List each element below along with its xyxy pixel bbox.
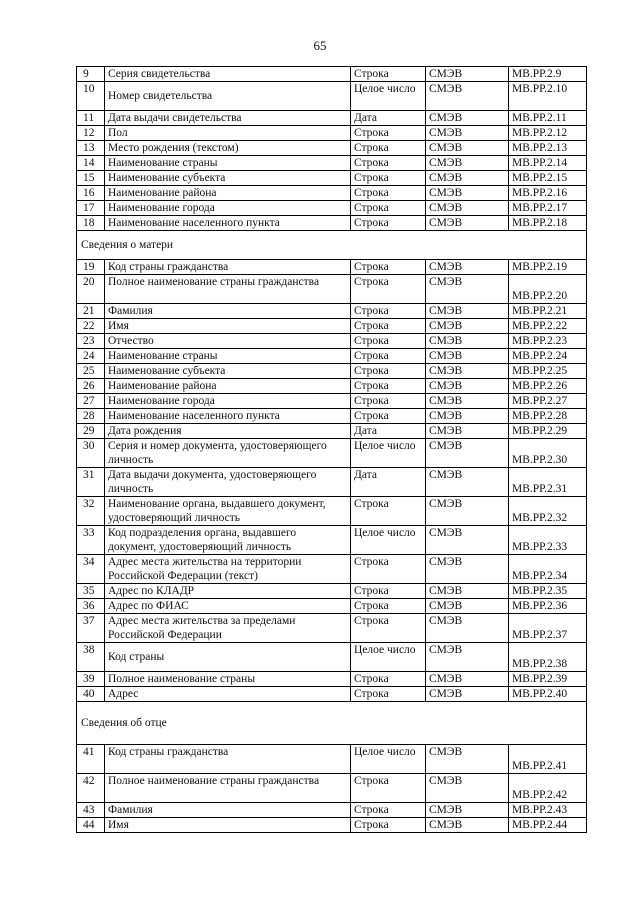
table-row bbox=[77, 319, 587, 334]
data-source: СМЭВ bbox=[426, 745, 509, 774]
table-row bbox=[77, 141, 587, 156]
data-type: Строка bbox=[351, 599, 426, 614]
attribute-code: МВ.РР.2.19 bbox=[509, 260, 587, 275]
table-row bbox=[77, 424, 587, 439]
attribute-code: МВ.РР.2.40 bbox=[509, 687, 587, 702]
data-source: СМЭВ bbox=[426, 156, 509, 171]
attribute-code: МВ.РР.2.42 bbox=[509, 774, 587, 803]
data-source: СМЭВ bbox=[426, 216, 509, 231]
attribute-name: Пол bbox=[105, 126, 351, 141]
attribute-code: МВ.РР.2.32 bbox=[509, 497, 587, 526]
num: 37 bbox=[77, 614, 105, 643]
data-source: СМЭВ bbox=[426, 687, 509, 702]
attribute-code: МВ.РР.2.36 bbox=[509, 599, 587, 614]
attribute-name: Адрес места жительства за пределами Российской Федерации bbox=[105, 614, 351, 643]
num: 28 bbox=[77, 409, 105, 424]
attribute-code: МВ.РР.2.9 bbox=[509, 67, 587, 82]
num: 24 bbox=[77, 349, 105, 364]
table-row bbox=[77, 599, 587, 614]
data-type: Строка bbox=[351, 141, 426, 156]
num: 29 bbox=[77, 424, 105, 439]
data-type: Строка bbox=[351, 126, 426, 141]
data-type: Целое число bbox=[351, 439, 426, 468]
num: 35 bbox=[77, 584, 105, 599]
data-type: Строка bbox=[351, 304, 426, 319]
num: 31 bbox=[77, 468, 105, 497]
num: 10 bbox=[77, 82, 105, 111]
num: 44 bbox=[77, 818, 105, 833]
section-row bbox=[77, 702, 587, 745]
table-row bbox=[77, 497, 587, 526]
data-type: Строка bbox=[351, 334, 426, 349]
attribute-code: МВ.РР.2.37 bbox=[509, 614, 587, 643]
table-row bbox=[77, 643, 587, 672]
section-heading: Сведения об отце bbox=[77, 702, 587, 745]
data-source: СМЭВ bbox=[426, 111, 509, 126]
data-type: Строка bbox=[351, 409, 426, 424]
data-source: СМЭВ bbox=[426, 364, 509, 379]
data-type: Дата bbox=[351, 111, 426, 126]
num: 17 bbox=[77, 201, 105, 216]
data-type: Дата bbox=[351, 468, 426, 497]
data-source: СМЭВ bbox=[426, 439, 509, 468]
num: 33 bbox=[77, 526, 105, 555]
table-row bbox=[77, 216, 587, 231]
attribute-code: МВ.РР.2.21 bbox=[509, 304, 587, 319]
attribute-name: Наименование страны bbox=[105, 156, 351, 171]
data-type: Целое число bbox=[351, 82, 426, 111]
data-type: Строка bbox=[351, 275, 426, 304]
attribute-code: МВ.РР.2.29 bbox=[509, 424, 587, 439]
table-row bbox=[77, 82, 587, 111]
attribute-name: Полное наименование страны гражданства bbox=[105, 774, 351, 803]
attribute-code: МВ.РР.2.12 bbox=[509, 126, 587, 141]
attribute-name: Фамилия bbox=[105, 304, 351, 319]
table-row bbox=[77, 171, 587, 186]
attribute-code: МВ.РР.2.11 bbox=[509, 111, 587, 126]
attributes-table-body bbox=[77, 67, 587, 833]
table-row bbox=[77, 468, 587, 497]
num: 26 bbox=[77, 379, 105, 394]
data-type: Строка bbox=[351, 774, 426, 803]
attribute-code: МВ.РР.2.31 bbox=[509, 468, 587, 497]
data-source: СМЭВ bbox=[426, 643, 509, 672]
attribute-name: Имя bbox=[105, 319, 351, 334]
table-row bbox=[77, 334, 587, 349]
num: 12 bbox=[77, 126, 105, 141]
data-source: СМЭВ bbox=[426, 555, 509, 584]
attribute-name: Код страны bbox=[105, 643, 351, 672]
attribute-name: Наименование населенного пункта bbox=[105, 409, 351, 424]
attribute-name: Место рождения (текстом) bbox=[105, 141, 351, 156]
attribute-name: Адрес bbox=[105, 687, 351, 702]
data-type: Целое число bbox=[351, 526, 426, 555]
data-type: Строка bbox=[351, 803, 426, 818]
attribute-code: МВ.РР.2.25 bbox=[509, 364, 587, 379]
attribute-code: МВ.РР.2.24 bbox=[509, 349, 587, 364]
num: 41 bbox=[77, 745, 105, 774]
attribute-name: Наименование района bbox=[105, 186, 351, 201]
num: 9 bbox=[77, 67, 105, 82]
data-source: СМЭВ bbox=[426, 599, 509, 614]
table-row bbox=[77, 614, 587, 643]
table-row bbox=[77, 379, 587, 394]
attribute-name: Код страны гражданства bbox=[105, 745, 351, 774]
data-type: Строка bbox=[351, 186, 426, 201]
table-row bbox=[77, 304, 587, 319]
data-source: СМЭВ bbox=[426, 349, 509, 364]
attribute-code: МВ.РР.2.18 bbox=[509, 216, 587, 231]
num: 18 bbox=[77, 216, 105, 231]
attribute-code: МВ.РР.2.39 bbox=[509, 672, 587, 687]
attribute-code: МВ.РР.2.33 bbox=[509, 526, 587, 555]
num: 14 bbox=[77, 156, 105, 171]
data-source: СМЭВ bbox=[426, 201, 509, 216]
attribute-code: МВ.РР.2.43 bbox=[509, 803, 587, 818]
table-row bbox=[77, 156, 587, 171]
attribute-code: МВ.РР.2.14 bbox=[509, 156, 587, 171]
attribute-code: МВ.РР.2.41 bbox=[509, 745, 587, 774]
attribute-name: Наименование города bbox=[105, 394, 351, 409]
data-source: СМЭВ bbox=[426, 672, 509, 687]
table-row bbox=[77, 409, 587, 424]
attribute-name: Наименование района bbox=[105, 379, 351, 394]
attribute-code: МВ.РР.2.34 bbox=[509, 555, 587, 584]
data-type: Строка bbox=[351, 818, 426, 833]
data-source: СМЭВ bbox=[426, 126, 509, 141]
attribute-name: Наименование субъекта bbox=[105, 171, 351, 186]
data-type: Строка bbox=[351, 260, 426, 275]
attribute-name: Дата выдачи свидетельства bbox=[105, 111, 351, 126]
data-type: Строка bbox=[351, 201, 426, 216]
attribute-name: Код подразделения органа, выдавшего документ, удостоверяющий личность bbox=[105, 526, 351, 555]
table-row bbox=[77, 555, 587, 584]
num: 15 bbox=[77, 171, 105, 186]
num: 34 bbox=[77, 555, 105, 584]
data-type: Целое число bbox=[351, 643, 426, 672]
data-type: Строка bbox=[351, 319, 426, 334]
num: 38 bbox=[77, 643, 105, 672]
data-source: СМЭВ bbox=[426, 526, 509, 555]
table-row bbox=[77, 439, 587, 468]
data-source: СМЭВ bbox=[426, 394, 509, 409]
data-source: СМЭВ bbox=[426, 304, 509, 319]
attribute-code: МВ.РР.2.20 bbox=[509, 275, 587, 304]
section-row bbox=[77, 231, 587, 260]
num: 43 bbox=[77, 803, 105, 818]
attribute-name: Полное наименование страны гражданства bbox=[105, 275, 351, 304]
attribute-name: Наименование субъекта bbox=[105, 364, 351, 379]
data-type: Строка bbox=[351, 672, 426, 687]
data-type: Строка bbox=[351, 379, 426, 394]
attribute-code: МВ.РР.2.44 bbox=[509, 818, 587, 833]
attribute-code: МВ.РР.2.38 bbox=[509, 643, 587, 672]
num: 25 bbox=[77, 364, 105, 379]
num: 20 bbox=[77, 275, 105, 304]
table-row bbox=[77, 260, 587, 275]
data-type: Строка bbox=[351, 394, 426, 409]
num: 36 bbox=[77, 599, 105, 614]
attribute-name: Фамилия bbox=[105, 803, 351, 818]
num: 13 bbox=[77, 141, 105, 156]
data-source: СМЭВ bbox=[426, 171, 509, 186]
attribute-name: Полное наименование страны bbox=[105, 672, 351, 687]
attribute-name: Наименование органа, выдавшего документ, удостоверяющий личность bbox=[105, 497, 351, 526]
section-heading: Сведения о матери bbox=[77, 231, 587, 260]
table-row bbox=[77, 111, 587, 126]
table-row bbox=[77, 774, 587, 803]
table-row bbox=[77, 687, 587, 702]
attribute-code: МВ.РР.2.35 bbox=[509, 584, 587, 599]
table-row bbox=[77, 201, 587, 216]
data-source: СМЭВ bbox=[426, 584, 509, 599]
table-row bbox=[77, 745, 587, 774]
data-type: Строка bbox=[351, 497, 426, 526]
attribute-code: МВ.РР.2.23 bbox=[509, 334, 587, 349]
attribute-name: Дата выдачи документа, удостоверяющего личность bbox=[105, 468, 351, 497]
attribute-code: МВ.РР.2.26 bbox=[509, 379, 587, 394]
data-source: СМЭВ bbox=[426, 260, 509, 275]
data-source: СМЭВ bbox=[426, 379, 509, 394]
attribute-name: Адрес по КЛАДР bbox=[105, 584, 351, 599]
data-type: Строка bbox=[351, 614, 426, 643]
attribute-code: МВ.РР.2.10 bbox=[509, 82, 587, 111]
attribute-code: МВ.РР.2.22 bbox=[509, 319, 587, 334]
data-type: Строка bbox=[351, 364, 426, 379]
attribute-code: МВ.РР.2.17 bbox=[509, 201, 587, 216]
data-source: СМЭВ bbox=[426, 334, 509, 349]
attribute-code: МВ.РР.2.30 bbox=[509, 439, 587, 468]
table-row bbox=[77, 672, 587, 687]
data-source: СМЭВ bbox=[426, 497, 509, 526]
attribute-code: МВ.РР.2.13 bbox=[509, 141, 587, 156]
table-row bbox=[77, 275, 587, 304]
table-row bbox=[77, 126, 587, 141]
attribute-name: Код страны гражданства bbox=[105, 260, 351, 275]
attributes-table bbox=[76, 66, 587, 833]
attribute-name: Отчество bbox=[105, 334, 351, 349]
data-source: СМЭВ bbox=[426, 818, 509, 833]
table-row bbox=[77, 394, 587, 409]
attribute-name: Имя bbox=[105, 818, 351, 833]
attribute-code: МВ.РР.2.28 bbox=[509, 409, 587, 424]
table-row bbox=[77, 67, 587, 82]
attribute-name: Наименование города bbox=[105, 201, 351, 216]
data-source: СМЭВ bbox=[426, 82, 509, 111]
data-source: СМЭВ bbox=[426, 803, 509, 818]
data-source: СМЭВ bbox=[426, 141, 509, 156]
data-source: СМЭВ bbox=[426, 319, 509, 334]
data-source: СМЭВ bbox=[426, 67, 509, 82]
attribute-name: Серия свидетельства bbox=[105, 67, 351, 82]
data-type: Целое число bbox=[351, 745, 426, 774]
data-source: СМЭВ bbox=[426, 468, 509, 497]
data-type: Строка bbox=[351, 156, 426, 171]
num: 21 bbox=[77, 304, 105, 319]
table-row bbox=[77, 349, 587, 364]
data-type: Строка bbox=[351, 349, 426, 364]
num: 32 bbox=[77, 497, 105, 526]
num: 16 bbox=[77, 186, 105, 201]
data-type: Строка bbox=[351, 555, 426, 584]
data-type: Строка bbox=[351, 171, 426, 186]
table-row bbox=[77, 186, 587, 201]
attribute-name: Дата рождения bbox=[105, 424, 351, 439]
data-type: Дата bbox=[351, 424, 426, 439]
page-number: 65 bbox=[313, 38, 327, 53]
data-type: Строка bbox=[351, 216, 426, 231]
data-source: СМЭВ bbox=[426, 774, 509, 803]
num: 30 bbox=[77, 439, 105, 468]
attribute-name: Серия и номер документа, удостоверяющего личность bbox=[105, 439, 351, 468]
data-source: СМЭВ bbox=[426, 186, 509, 201]
attribute-name: Наименование населенного пункта bbox=[105, 216, 351, 231]
num: 39 bbox=[77, 672, 105, 687]
data-source: СМЭВ bbox=[426, 275, 509, 304]
num: 22 bbox=[77, 319, 105, 334]
data-type: Строка bbox=[351, 584, 426, 599]
attribute-name: Адрес по ФИАС bbox=[105, 599, 351, 614]
table-row bbox=[77, 803, 587, 818]
data-type: Строка bbox=[351, 687, 426, 702]
num: 27 bbox=[77, 394, 105, 409]
attribute-code: МВ.РР.2.27 bbox=[509, 394, 587, 409]
attribute-name: Номер свидетельства bbox=[105, 82, 351, 111]
table-row bbox=[77, 364, 587, 379]
table-row bbox=[77, 584, 587, 599]
attribute-code: МВ.РР.2.16 bbox=[509, 186, 587, 201]
num: 40 bbox=[77, 687, 105, 702]
attribute-name: Наименование страны bbox=[105, 349, 351, 364]
table-row bbox=[77, 526, 587, 555]
num: 42 bbox=[77, 774, 105, 803]
num: 23 bbox=[77, 334, 105, 349]
num: 19 bbox=[77, 260, 105, 275]
data-source: СМЭВ bbox=[426, 424, 509, 439]
num: 11 bbox=[77, 111, 105, 126]
data-type: Строка bbox=[351, 67, 426, 82]
data-source: СМЭВ bbox=[426, 614, 509, 643]
data-source: СМЭВ bbox=[426, 409, 509, 424]
attribute-code: МВ.РР.2.15 bbox=[509, 171, 587, 186]
table-row bbox=[77, 818, 587, 833]
attribute-name: Адрес места жительства на территории Российской Федерации (текст) bbox=[105, 555, 351, 584]
